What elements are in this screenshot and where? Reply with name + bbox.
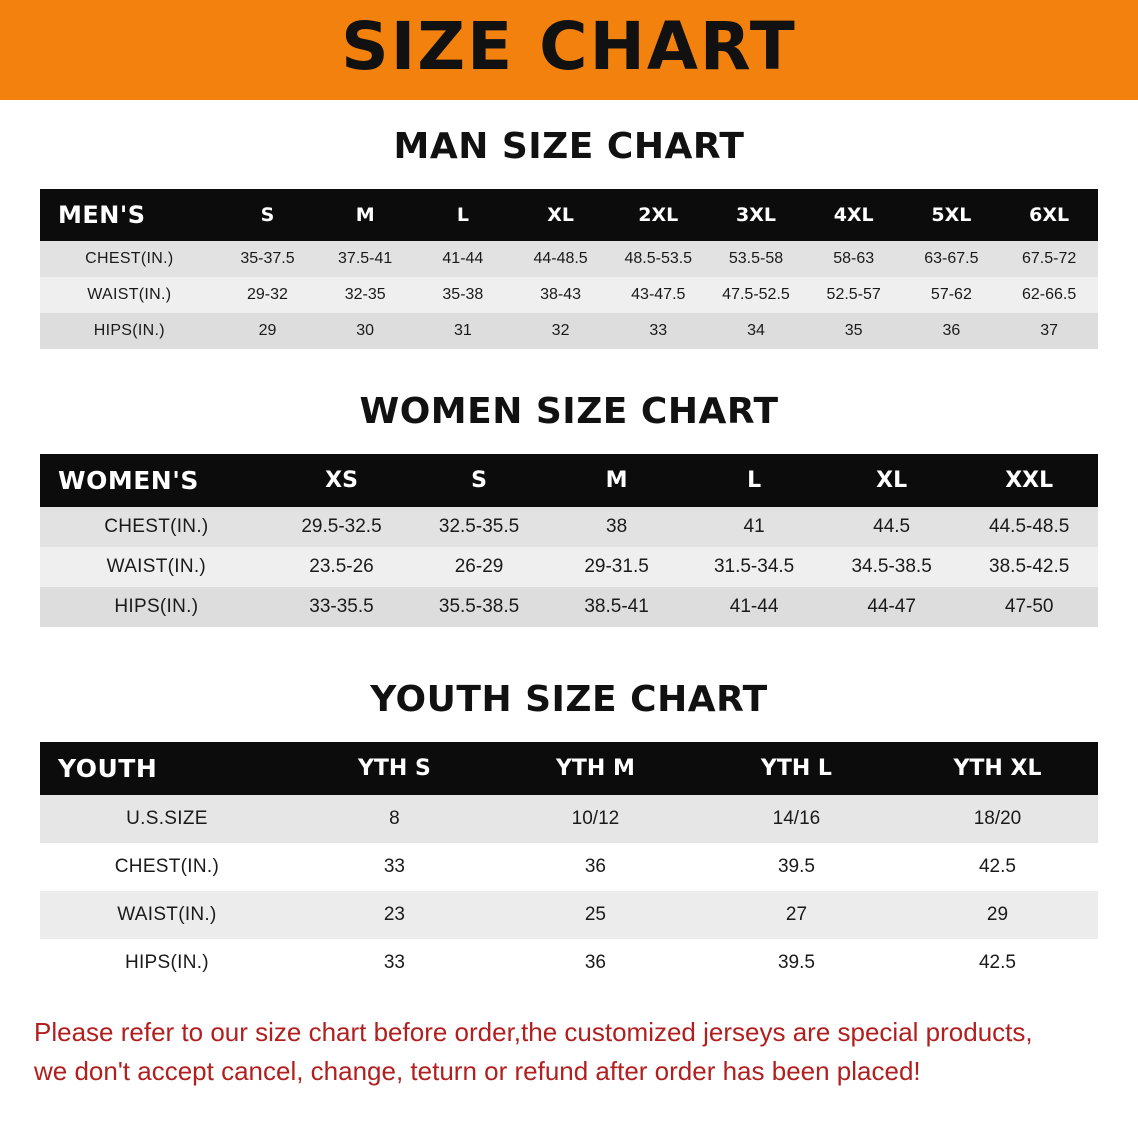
youth-size-table — [40, 742, 1098, 987]
women-header-cell-2: S — [410, 454, 548, 507]
youth-ussize-l: 14/16 — [696, 795, 897, 843]
man-size-table — [40, 189, 1098, 349]
youth-ussize-s: 8 — [294, 795, 495, 843]
women-row-label-waist: WAIST(IN.) — [40, 547, 273, 587]
women-header-cell-4: L — [685, 454, 823, 507]
man-header-cell-4: XL — [512, 189, 610, 241]
table-row — [40, 587, 1098, 627]
table-header-row — [40, 742, 1098, 795]
man-chest-l: 41-44 — [414, 241, 512, 277]
man-row-label-waist: WAIST(IN.) — [40, 277, 219, 313]
table-row — [40, 547, 1098, 587]
man-chest-xl: 44-48.5 — [512, 241, 610, 277]
man-waist-s: 29-32 — [219, 277, 317, 313]
youth-table-body — [40, 795, 1098, 987]
man-hips-s: 29 — [219, 313, 317, 349]
size-chart-disclaimer — [34, 1013, 1104, 1091]
table-header-row — [40, 189, 1098, 241]
man-section-heading: MAN SIZE CHART — [393, 126, 745, 167]
table-row — [40, 277, 1098, 313]
man-row-label-hips: HIPS(IN.) — [40, 313, 219, 349]
youth-row-label-waist: WAIST(IN.) — [40, 891, 294, 939]
table-header-row — [40, 454, 1098, 507]
man-header-cell-2: M — [316, 189, 414, 241]
man-header-cell-5: 2XL — [609, 189, 707, 241]
women-waist-xs: 23.5-26 — [273, 547, 411, 587]
women-hips-xxl: 47-50 — [960, 587, 1098, 627]
youth-header-cell-2: YTH M — [495, 742, 696, 795]
man-waist-5xl: 57-62 — [903, 277, 1001, 313]
size-chart-banner — [0, 0, 1138, 100]
women-hips-m: 38.5-41 — [548, 587, 686, 627]
table-row — [40, 939, 1098, 987]
man-waist-4xl: 52.5-57 — [805, 277, 903, 313]
man-chest-5xl: 63-67.5 — [903, 241, 1001, 277]
women-chest-l: 41 — [685, 507, 823, 547]
women-hips-xl: 44-47 — [823, 587, 961, 627]
youth-waist-s: 23 — [294, 891, 495, 939]
youth-header-cell-4: YTH XL — [897, 742, 1098, 795]
youth-hips-l: 39.5 — [696, 939, 897, 987]
women-size-table-wrap — [40, 454, 1098, 627]
women-row-label-hips: HIPS(IN.) — [40, 587, 273, 627]
youth-waist-l: 27 — [696, 891, 897, 939]
youth-header-cell-0: YOUTH — [40, 742, 294, 795]
women-header-cell-0: WOMEN'S — [40, 454, 273, 507]
youth-header-cell-1: YTH S — [294, 742, 495, 795]
man-table-body — [40, 241, 1098, 349]
man-hips-xl: 32 — [512, 313, 610, 349]
women-chest-xs: 29.5-32.5 — [273, 507, 411, 547]
man-size-table-wrap — [40, 189, 1098, 349]
youth-chest-l: 39.5 — [696, 843, 897, 891]
disclaimer-line-1: Please refer to our size chart before order,the customized jerseys are special products, — [34, 1017, 1033, 1047]
youth-ussize-xl: 18/20 — [897, 795, 1098, 843]
youth-row-label-chest: CHEST(IN.) — [40, 843, 294, 891]
youth-row-label-hips: HIPS(IN.) — [40, 939, 294, 987]
women-chest-m: 38 — [548, 507, 686, 547]
man-hips-3xl: 34 — [707, 313, 805, 349]
disclaimer-line-2: we don't accept cancel, change, teturn or refund after order has been placed! — [34, 1056, 921, 1086]
youth-table-header — [40, 742, 1098, 795]
women-chest-s: 32.5-35.5 — [410, 507, 548, 547]
man-header-cell-1: S — [219, 189, 317, 241]
man-chest-4xl: 58-63 — [805, 241, 903, 277]
women-waist-xl: 34.5-38.5 — [823, 547, 961, 587]
women-hips-xs: 33-35.5 — [273, 587, 411, 627]
page-title: SIZE CHART — [341, 8, 797, 85]
table-row — [40, 507, 1098, 547]
women-chest-xl: 44.5 — [823, 507, 961, 547]
youth-chest-xl: 42.5 — [897, 843, 1098, 891]
man-waist-m: 32-35 — [316, 277, 414, 313]
table-row — [40, 795, 1098, 843]
table-row — [40, 313, 1098, 349]
man-header-cell-7: 4XL — [805, 189, 903, 241]
youth-waist-m: 25 — [495, 891, 696, 939]
man-header-cell-9: 6XL — [1000, 189, 1098, 241]
man-hips-4xl: 35 — [805, 313, 903, 349]
youth-waist-xl: 29 — [897, 891, 1098, 939]
youth-chest-s: 33 — [294, 843, 495, 891]
women-waist-m: 29-31.5 — [548, 547, 686, 587]
youth-hips-xl: 42.5 — [897, 939, 1098, 987]
women-waist-xxl: 38.5-42.5 — [960, 547, 1098, 587]
man-chest-m: 37.5-41 — [316, 241, 414, 277]
man-hips-m: 30 — [316, 313, 414, 349]
man-waist-2xl: 43-47.5 — [609, 277, 707, 313]
man-table-header — [40, 189, 1098, 241]
man-waist-3xl: 47.5-52.5 — [707, 277, 805, 313]
man-hips-l: 31 — [414, 313, 512, 349]
women-waist-s: 26-29 — [410, 547, 548, 587]
youth-ussize-m: 10/12 — [495, 795, 696, 843]
man-header-cell-3: L — [414, 189, 512, 241]
women-hips-s: 35.5-38.5 — [410, 587, 548, 627]
man-waist-l: 35-38 — [414, 277, 512, 313]
man-waist-xl: 38-43 — [512, 277, 610, 313]
women-hips-l: 41-44 — [685, 587, 823, 627]
women-table-header — [40, 454, 1098, 507]
women-waist-l: 31.5-34.5 — [685, 547, 823, 587]
table-row — [40, 843, 1098, 891]
man-chest-3xl: 53.5-58 — [707, 241, 805, 277]
women-section-heading: WOMEN SIZE CHART — [359, 391, 779, 432]
man-hips-5xl: 36 — [903, 313, 1001, 349]
women-header-cell-6: XXL — [960, 454, 1098, 507]
youth-chest-m: 36 — [495, 843, 696, 891]
women-header-cell-5: XL — [823, 454, 961, 507]
man-hips-2xl: 33 — [609, 313, 707, 349]
youth-section-heading: YOUTH SIZE CHART — [370, 679, 768, 720]
youth-hips-s: 33 — [294, 939, 495, 987]
youth-row-label-ussize: U.S.SIZE — [40, 795, 294, 843]
youth-header-cell-3: YTH L — [696, 742, 897, 795]
women-size-table — [40, 454, 1098, 627]
man-row-label-chest: CHEST(IN.) — [40, 241, 219, 277]
women-table-body — [40, 507, 1098, 627]
man-waist-6xl: 62-66.5 — [1000, 277, 1098, 313]
women-header-cell-1: XS — [273, 454, 411, 507]
women-row-label-chest: CHEST(IN.) — [40, 507, 273, 547]
man-hips-6xl: 37 — [1000, 313, 1098, 349]
man-header-cell-8: 5XL — [903, 189, 1001, 241]
women-chest-xxl: 44.5-48.5 — [960, 507, 1098, 547]
youth-size-table-wrap — [40, 742, 1098, 987]
man-header-cell-6: 3XL — [707, 189, 805, 241]
table-row — [40, 891, 1098, 939]
table-row — [40, 241, 1098, 277]
youth-hips-m: 36 — [495, 939, 696, 987]
women-header-cell-3: M — [548, 454, 686, 507]
man-chest-6xl: 67.5-72 — [1000, 241, 1098, 277]
man-chest-s: 35-37.5 — [219, 241, 317, 277]
man-header-cell-0: MEN'S — [40, 189, 219, 241]
man-chest-2xl: 48.5-53.5 — [609, 241, 707, 277]
